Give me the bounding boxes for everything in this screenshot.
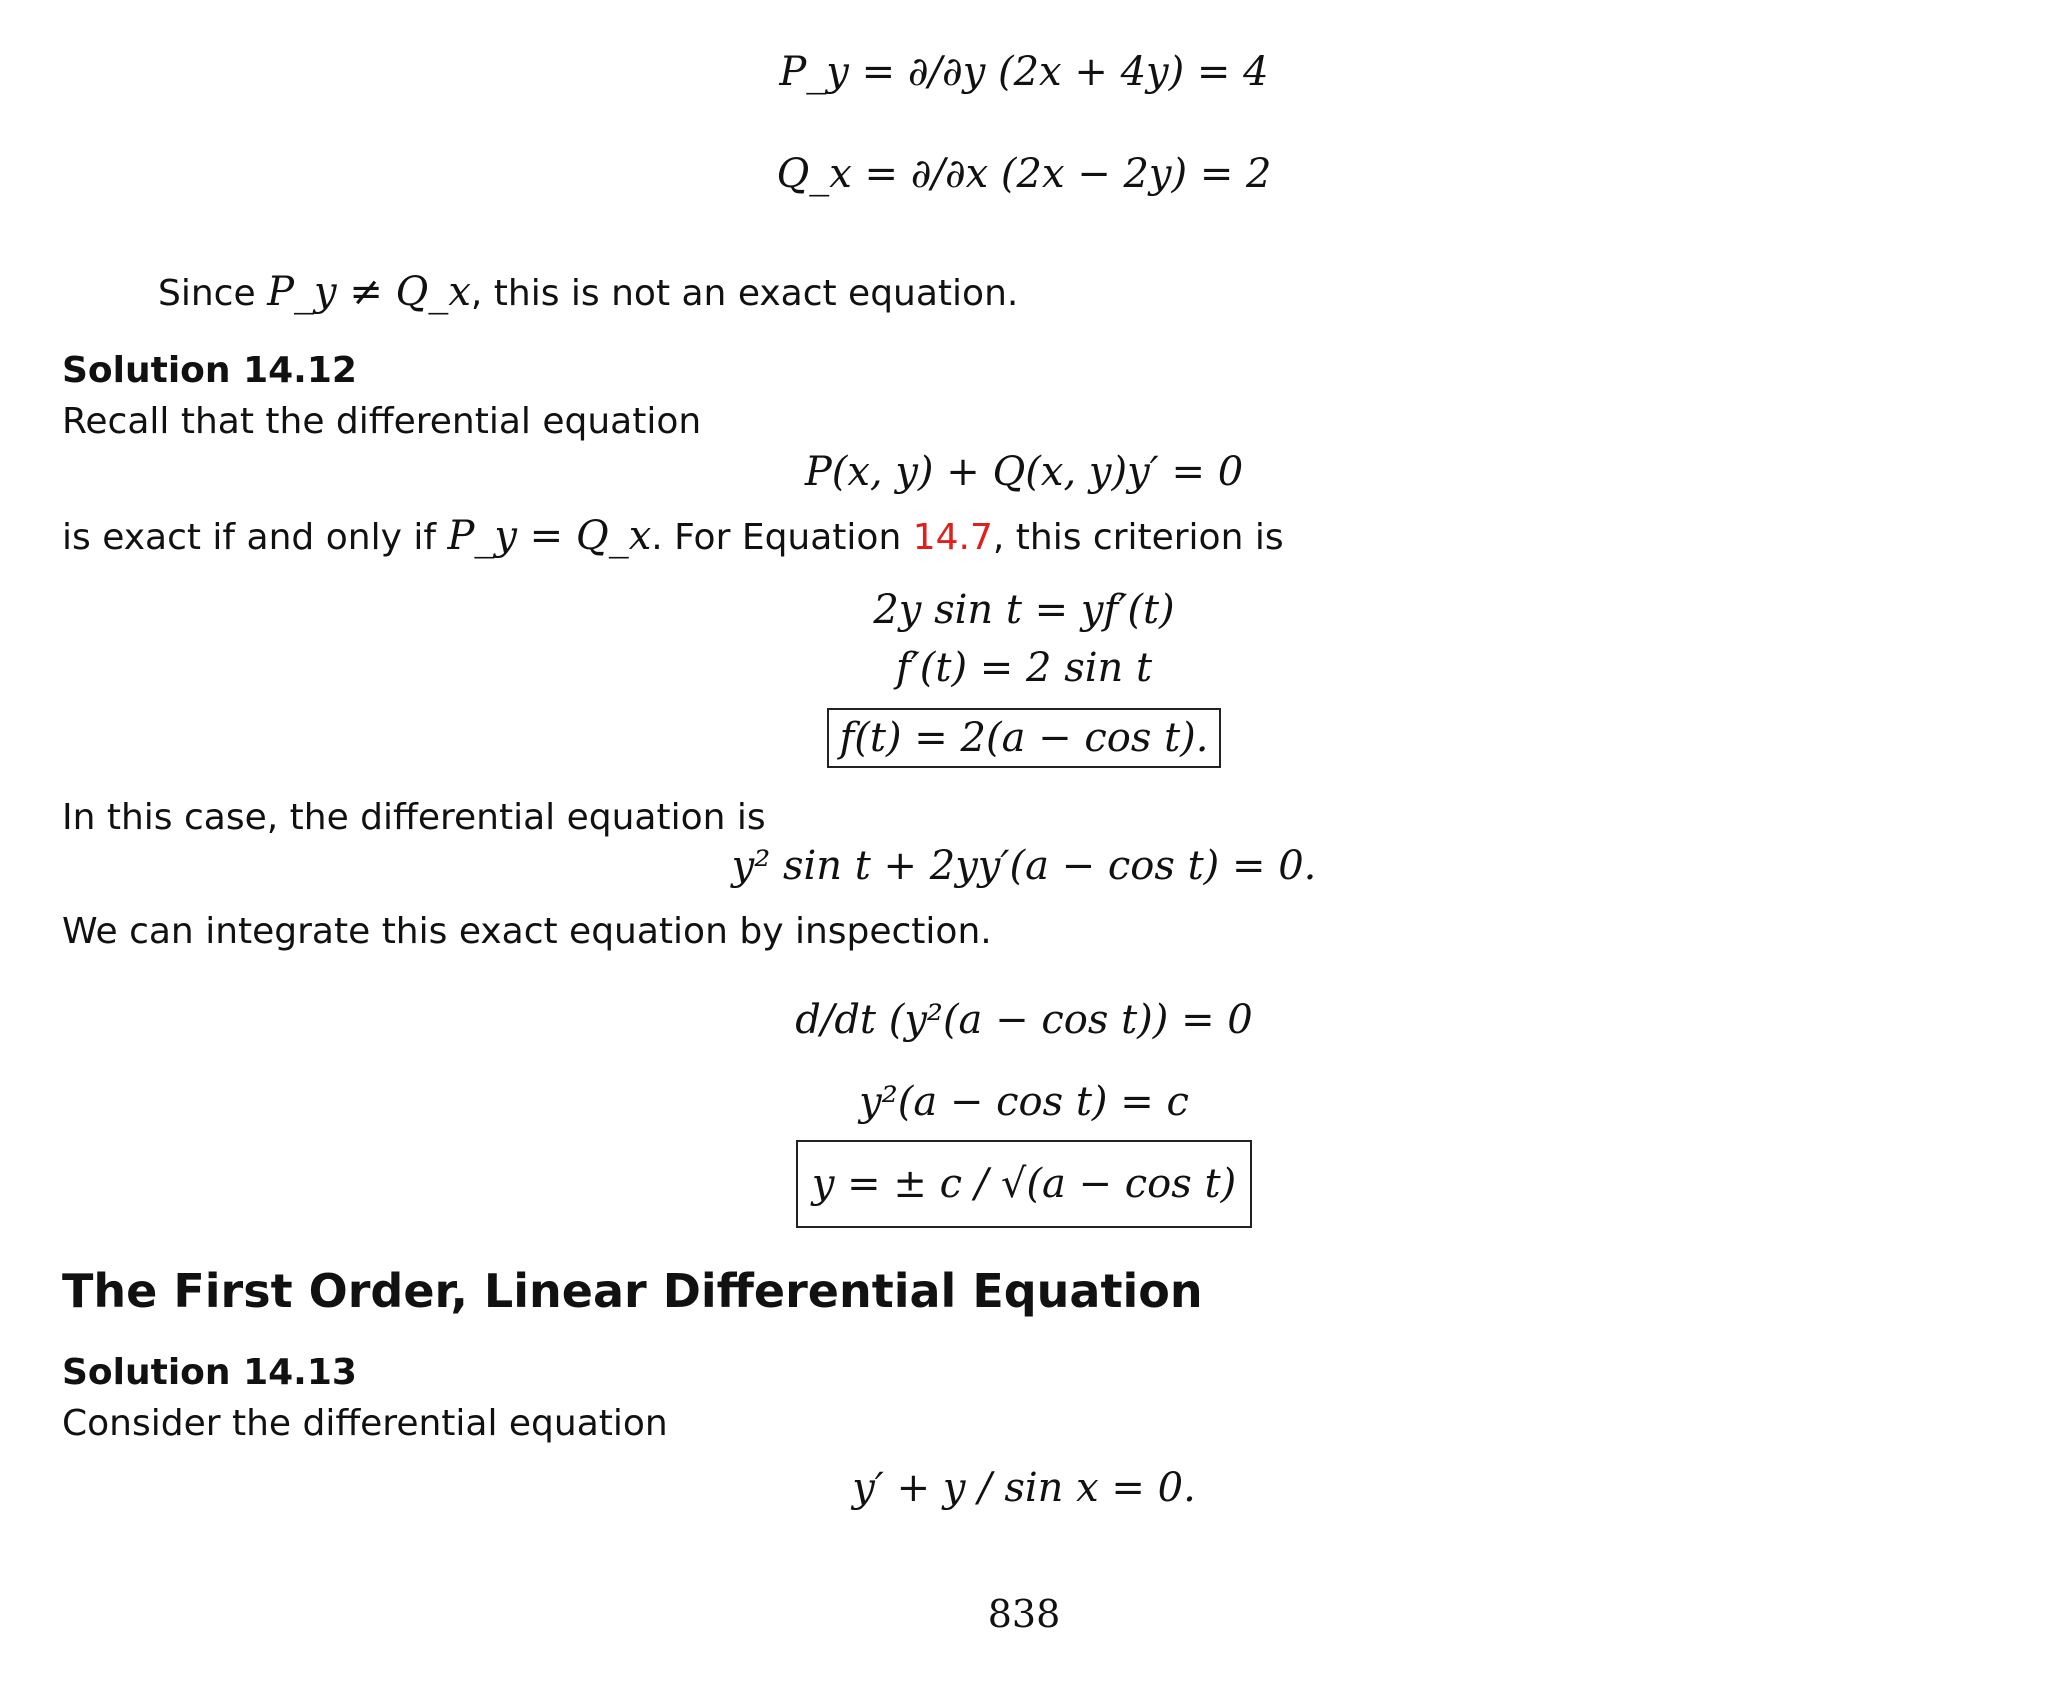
equation-criterion-result-wrap bbox=[0, 708, 2048, 768]
iff-math: P_y = Q_x bbox=[447, 513, 652, 559]
iff-suffix: , this criterion is bbox=[992, 517, 1284, 558]
section-title: The First Order, Linear Differential Equation bbox=[62, 1264, 1203, 1318]
page-number: 838 bbox=[987, 1592, 1061, 1636]
equation-criterion-1: 2y sin t = yf′(t) bbox=[873, 587, 1175, 633]
equation-criterion-result: f(t) = 2(a − cos t). bbox=[827, 708, 1220, 768]
equation-linear-example: y′ + y / sin x = 0. bbox=[852, 1465, 1196, 1511]
iff-prefix: is exact if and only if bbox=[62, 517, 448, 558]
equation-py-derivative bbox=[0, 48, 2048, 96]
not-exact-sentence bbox=[158, 268, 1018, 316]
not-exact-suffix: , this is not an exact equation. bbox=[470, 273, 1019, 314]
equation-criterion-2: f′(t) = 2 sin t bbox=[895, 645, 1153, 691]
equation-inspection-result: y = ± c / √(a − cos t) bbox=[796, 1140, 1252, 1228]
equation-inspection-2: y²(a − cos t) = c bbox=[859, 1079, 1189, 1125]
equation-py-text: P_y = ∂/∂y (2x + 4y) = 4 bbox=[779, 49, 1269, 95]
equation-qx-derivative bbox=[0, 150, 2048, 198]
iff-mid: . For Equation bbox=[651, 517, 913, 558]
equation-inspection-1: d/dt (y²(a − cos t)) = 0 bbox=[795, 997, 1253, 1043]
integrate-inspection-paragraph: We can integrate this exact equation by inspection. bbox=[62, 911, 992, 952]
not-exact-math: P_y ≠ Q_x bbox=[267, 269, 471, 315]
equation-inspection-result-wrap bbox=[0, 1140, 2048, 1228]
equation-reference-link[interactable]: 14.7 bbox=[912, 517, 993, 558]
exact-criterion-sentence bbox=[62, 512, 1284, 560]
consider-paragraph: Consider the differential equation bbox=[62, 1403, 668, 1444]
equation-qx-text: Q_x = ∂/∂x (2x − 2y) = 2 bbox=[776, 151, 1272, 197]
recall-paragraph: Recall that the differential equation bbox=[62, 401, 702, 442]
not-exact-prefix: Since bbox=[158, 273, 268, 314]
in-this-case-paragraph: In this case, the differential equation is bbox=[62, 797, 766, 838]
equation-case: y² sin t + 2yy′(a − cos t) = 0. bbox=[731, 843, 1317, 889]
equation-exact-form: P(x, y) + Q(x, y)y′ = 0 bbox=[804, 449, 1244, 495]
solution-14-13-heading: Solution 14.13 bbox=[62, 1352, 357, 1393]
solution-14-12-heading: Solution 14.12 bbox=[62, 350, 357, 391]
